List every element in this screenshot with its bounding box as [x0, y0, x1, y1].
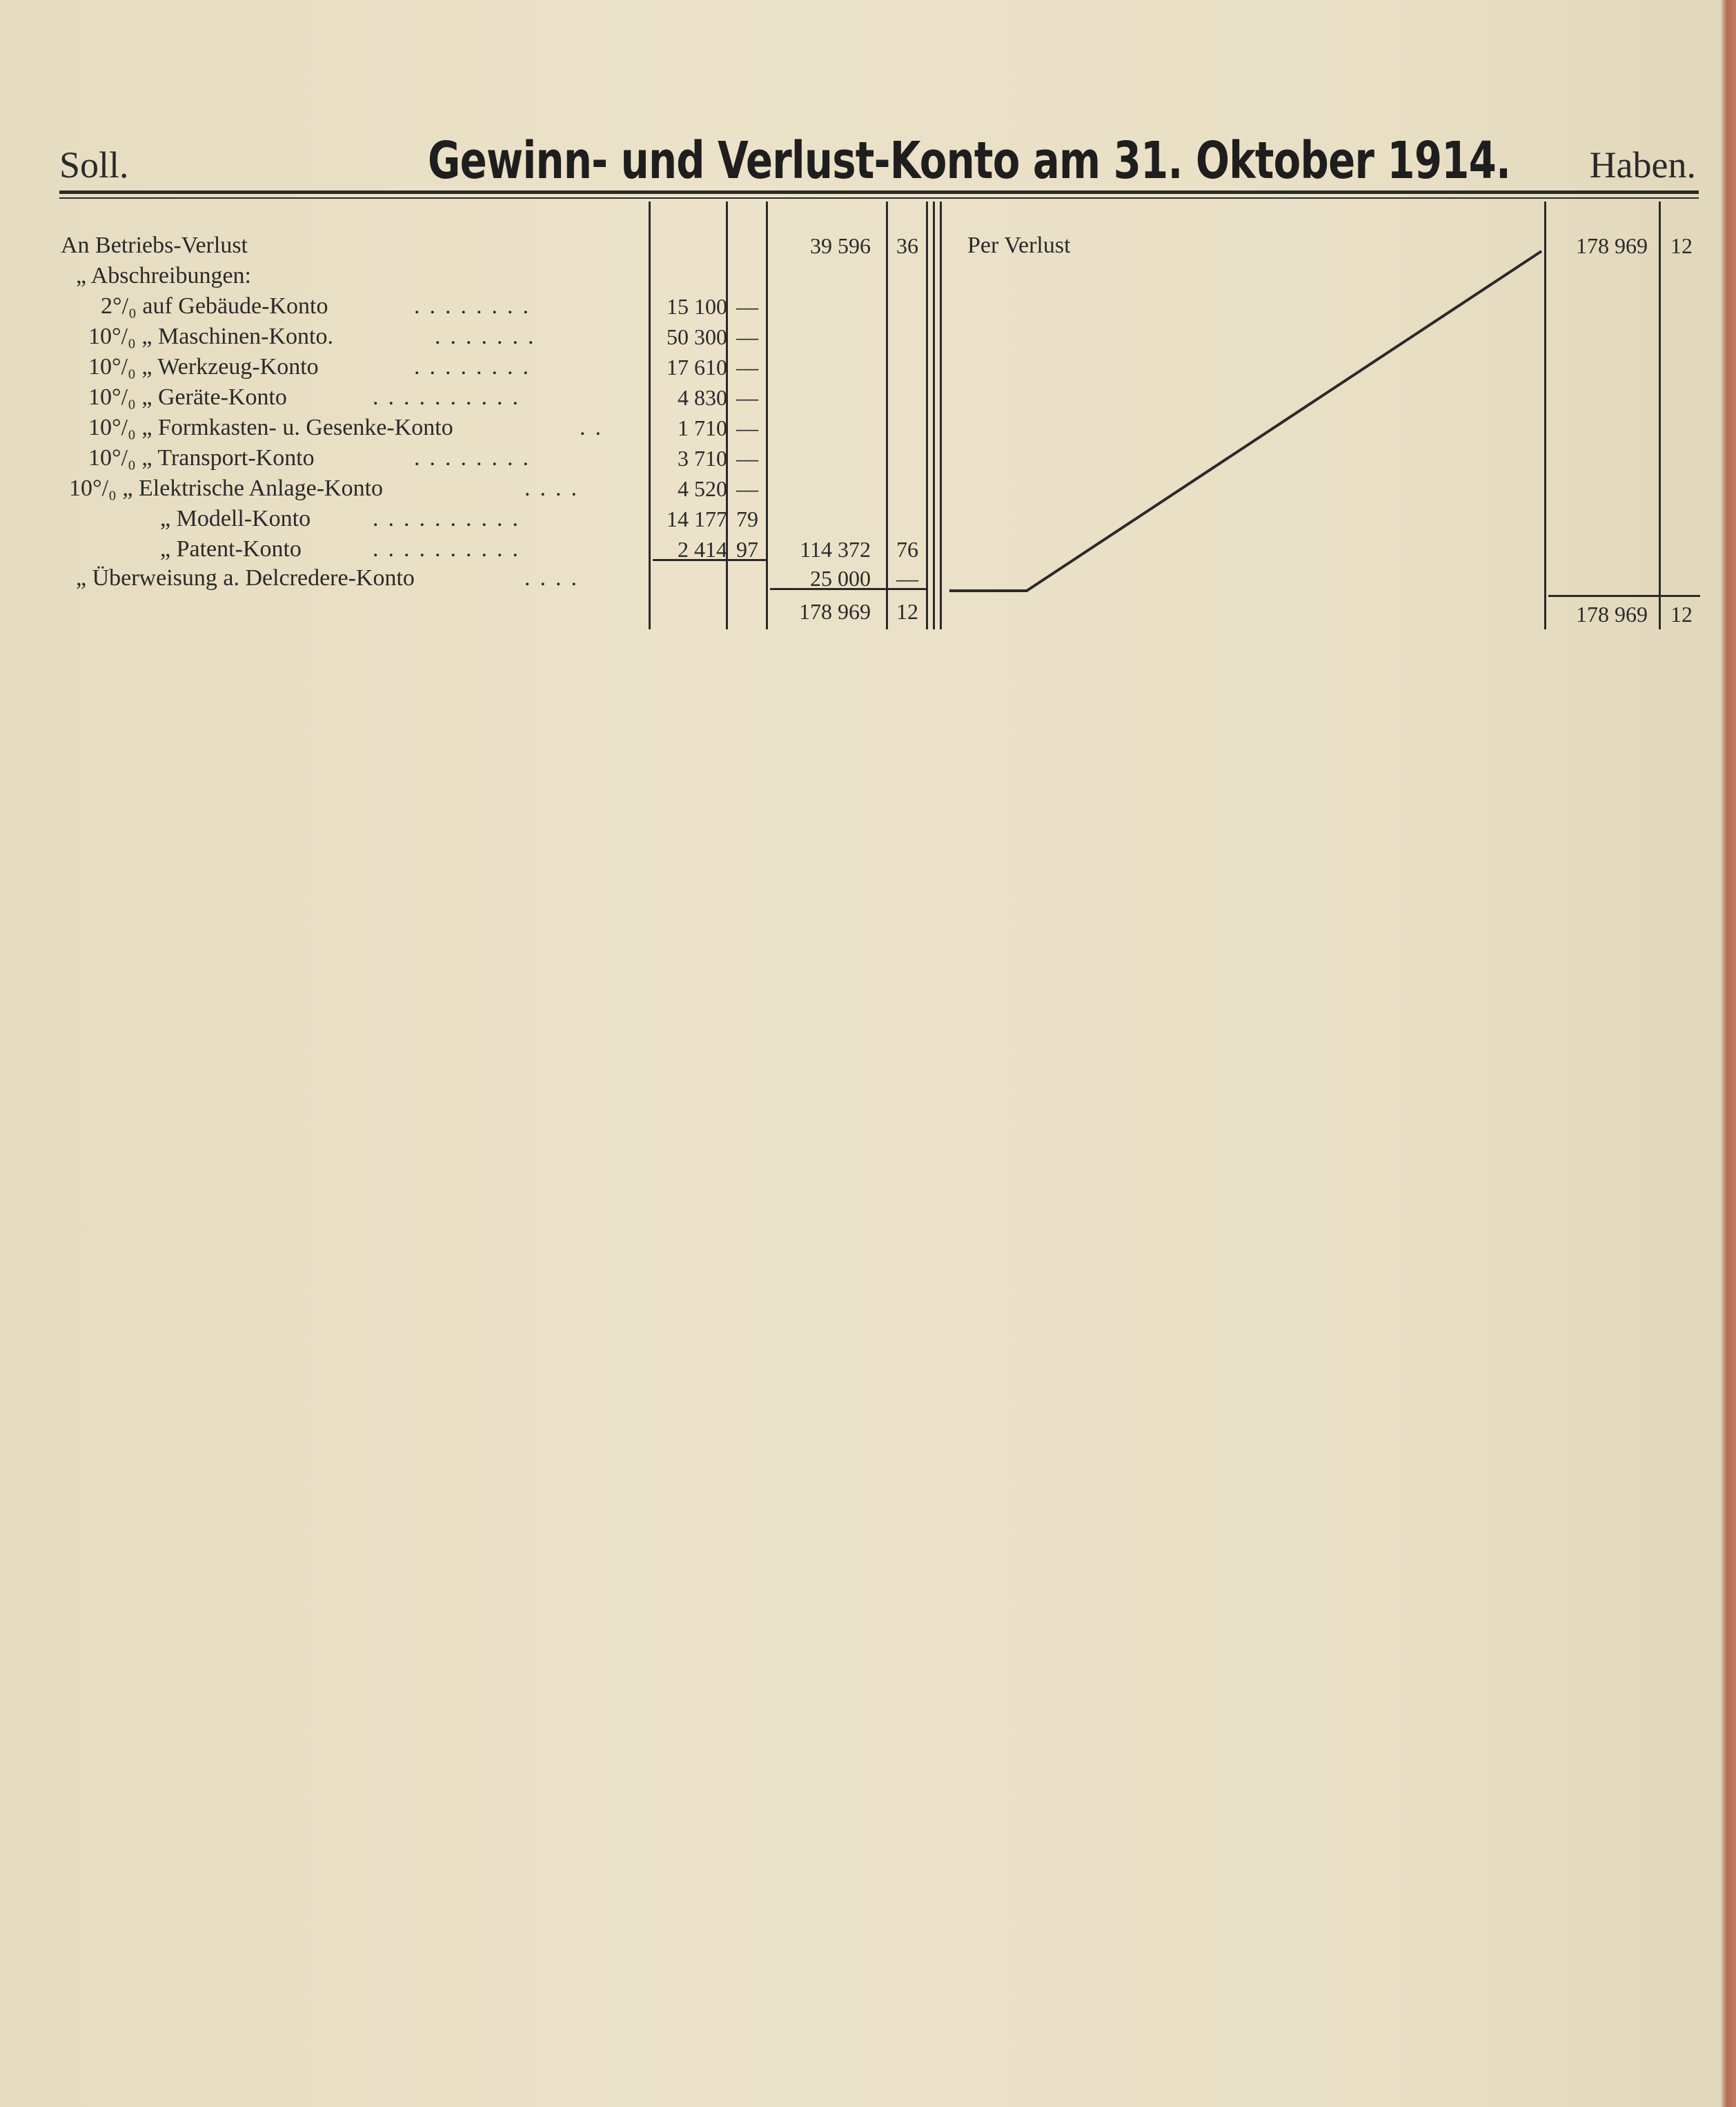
row-label: „ Überweisung a. Delcredere-Konto — [76, 565, 415, 591]
sub-cents: — — [736, 446, 758, 471]
leader-dots: .......... — [373, 536, 528, 562]
sub-cents: — — [736, 476, 758, 501]
leader-dots: .......... — [373, 384, 528, 410]
row-label: 10°/₀ „ Geräte-Konto — [88, 384, 287, 410]
row-label: „ Abschreibungen: — [76, 263, 251, 288]
sub-amount: 3 710 — [678, 446, 727, 471]
sub-amount: 17 610 — [667, 355, 727, 380]
sub-amount: 2 414 — [678, 537, 727, 562]
credit-total-amount: 178 969 — [1576, 602, 1648, 627]
row-label: 10°/₀ „ Elektrische Anlage-Konto — [69, 476, 384, 501]
debit-total-cents: 12 — [896, 599, 918, 624]
leader-dots: ........ — [414, 445, 538, 471]
cents: — — [896, 566, 918, 591]
debit-total-amount: 178 969 — [799, 599, 871, 624]
leader-dots: .. — [580, 415, 611, 440]
row-label: „ Patent-Konto — [160, 536, 302, 562]
credit-cents: 12 — [1670, 233, 1693, 258]
haben-label: Haben. — [1589, 144, 1696, 186]
sub-cents: — — [736, 294, 758, 319]
row-label: 2°/₀ auf Gebäude-Konto — [101, 293, 328, 319]
soll-label: Soll. — [59, 144, 129, 186]
sub-cents: — — [736, 385, 758, 410]
sub-amount: 4 830 — [678, 385, 727, 410]
page-title: Gewinn- und Verlust-Konto am 31. Oktober 1914. — [428, 131, 1511, 190]
sub-cents: 79 — [736, 507, 758, 531]
leader-dots: .... — [524, 565, 586, 591]
row-label: An Betriebs-Verlust — [61, 233, 248, 258]
amount: 39 596 — [810, 233, 871, 258]
sub-cents: 97 — [736, 537, 758, 562]
amount: 114 372 — [800, 537, 871, 562]
row-label: 10°/₀ „ Maschinen-Konto. — [88, 324, 333, 349]
row-label: „ Modell-Konto — [160, 506, 311, 531]
credit-amount: 178 969 — [1576, 233, 1648, 258]
leader-dots: ........ — [414, 354, 538, 380]
sub-amount: 15 100 — [667, 294, 727, 319]
sub-amount: 14 177 — [667, 507, 727, 531]
row-label: 10°/₀ „ Werkzeug-Konto — [88, 354, 319, 380]
amount: 25 000 — [810, 566, 871, 591]
row-label: 10°/₀ „ Formkasten- u. Gesenke-Konto — [88, 415, 453, 440]
credit-label: Per Verlust — [967, 233, 1071, 258]
leader-dots: ....... — [435, 324, 544, 349]
sub-cents: — — [736, 324, 758, 349]
leader-dots: ........ — [414, 293, 538, 319]
sub-amount: 50 300 — [667, 324, 727, 349]
cents: 76 — [896, 537, 918, 562]
leader-dots: .... — [524, 476, 586, 501]
credit-total-cents: 12 — [1670, 602, 1693, 627]
sub-cents: — — [736, 415, 758, 440]
leader-dots: .......... — [373, 506, 528, 531]
row-label: 10°/₀ „ Transport-Konto — [88, 445, 315, 471]
cents: 36 — [896, 233, 918, 258]
sub-amount: 4 520 — [678, 476, 727, 501]
sub-cents: — — [736, 355, 758, 380]
sub-amount: 1 710 — [678, 415, 727, 440]
